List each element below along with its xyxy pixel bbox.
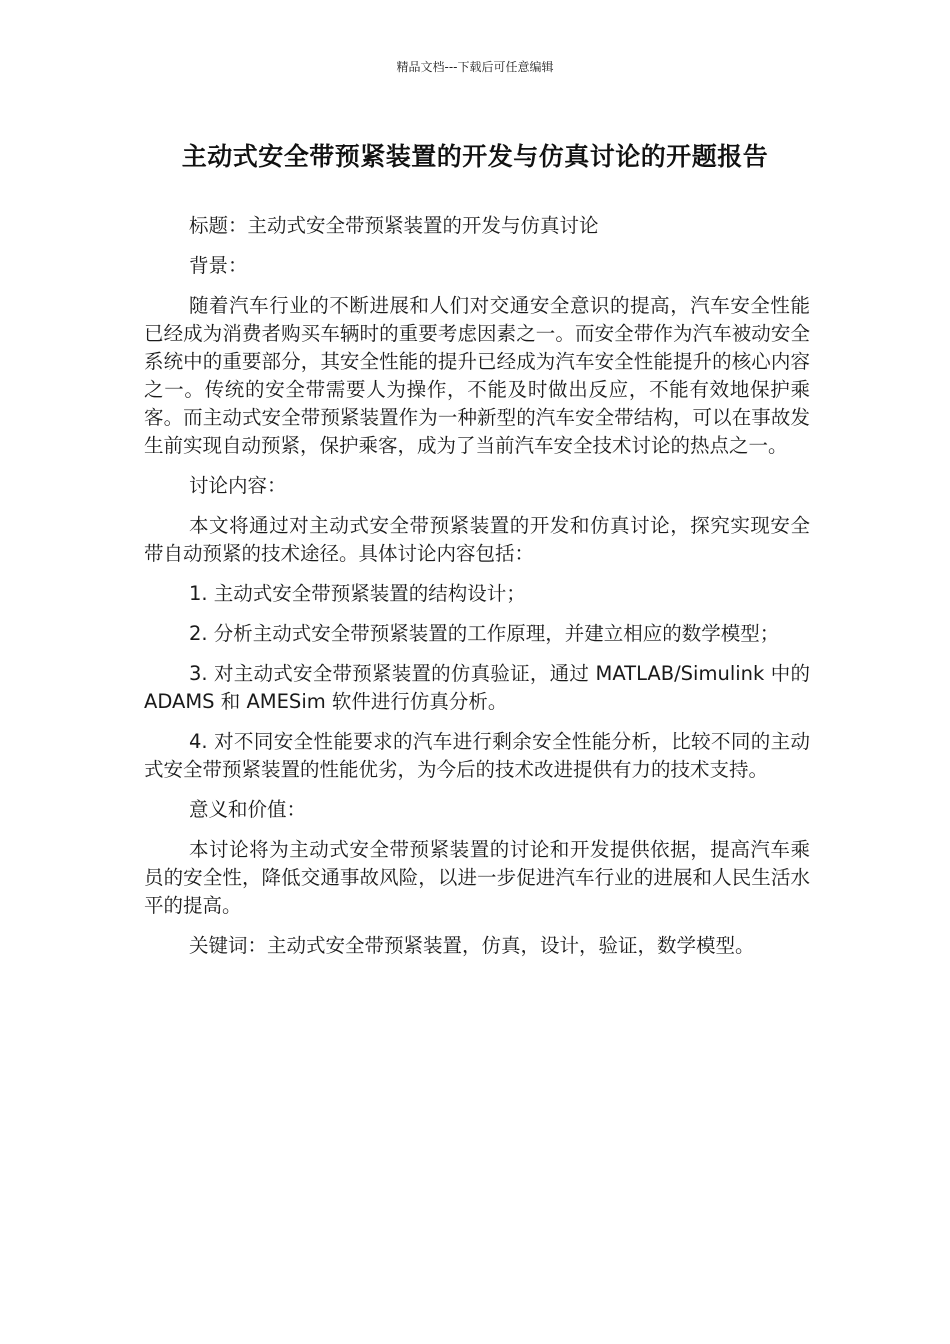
list-item-4: 4. 对不同安全性能要求的汽车进行剩余安全性能分析，比较不同的主动式安全带预紧装置的性能优劣，为今后的技术改进提供有力的技术支持。 xyxy=(144,730,810,781)
paragraph-research-intro: 本文将通过对主动式安全带预紧装置的开发和仿真讨论，探究实现安全带自动预紧的技术途径。具体讨论内容包括： xyxy=(144,514,810,565)
document-body xyxy=(144,212,810,972)
list-item-2: 2. 分析主动式安全带预紧装置的工作原理，并建立相应的数学模型； xyxy=(189,622,780,645)
list-item-3: 3. 对主动式安全带预紧装置的仿真验证，通过 MATLAB/Simulink 中的 ADAMS 和 AMESim 软件进行仿真分析。 xyxy=(144,662,810,713)
list-item-1: 1. 主动式安全带预紧装置的结构设计； xyxy=(189,582,526,605)
document-title: 主动式安全带预紧装置的开发与仿真讨论的开题报告 xyxy=(181,142,769,171)
heading-significance: 意义和价值： xyxy=(189,798,307,821)
header-note: 精品文档---下载后可任意编辑 xyxy=(396,60,554,74)
heading-research-content: 讨论内容： xyxy=(189,474,287,497)
heading-background: 背景： xyxy=(189,254,248,277)
paragraph-keywords: 关键词：主动式安全带预紧装置，仿真，设计，验证，数学模型。 xyxy=(189,934,755,957)
paragraph-significance: 本讨论将为主动式安全带预紧装置的讨论和开发提供依据，提高汽车乘员的安全性，降低交通事故风险，以进一步促进汽车行业的进展和人民生活水平的提高。 xyxy=(144,838,810,917)
paragraph-background: 随着汽车行业的不断进展和人们对交通安全意识的提高，汽车安全性能已经成为消费者购买车辆时的重要考虑因素之一。而安全带作为汽车被动安全系统中的重要部分，其安全性能的提升已经成为汽车安全性能提升的核心内容之一。传统的安全带需要人为操作，不能及时做出反应，不能有效地保护乘客。而主动式安全带预紧装置作为一种新型的汽车安全带结构，可以在事故发生前实现自动预紧，保护乘客，成为了当前汽车安全技术讨论的热点之一。 xyxy=(144,294,810,457)
paragraph-subject: 标题：主动式安全带预紧装置的开发与仿真讨论 xyxy=(189,214,599,237)
